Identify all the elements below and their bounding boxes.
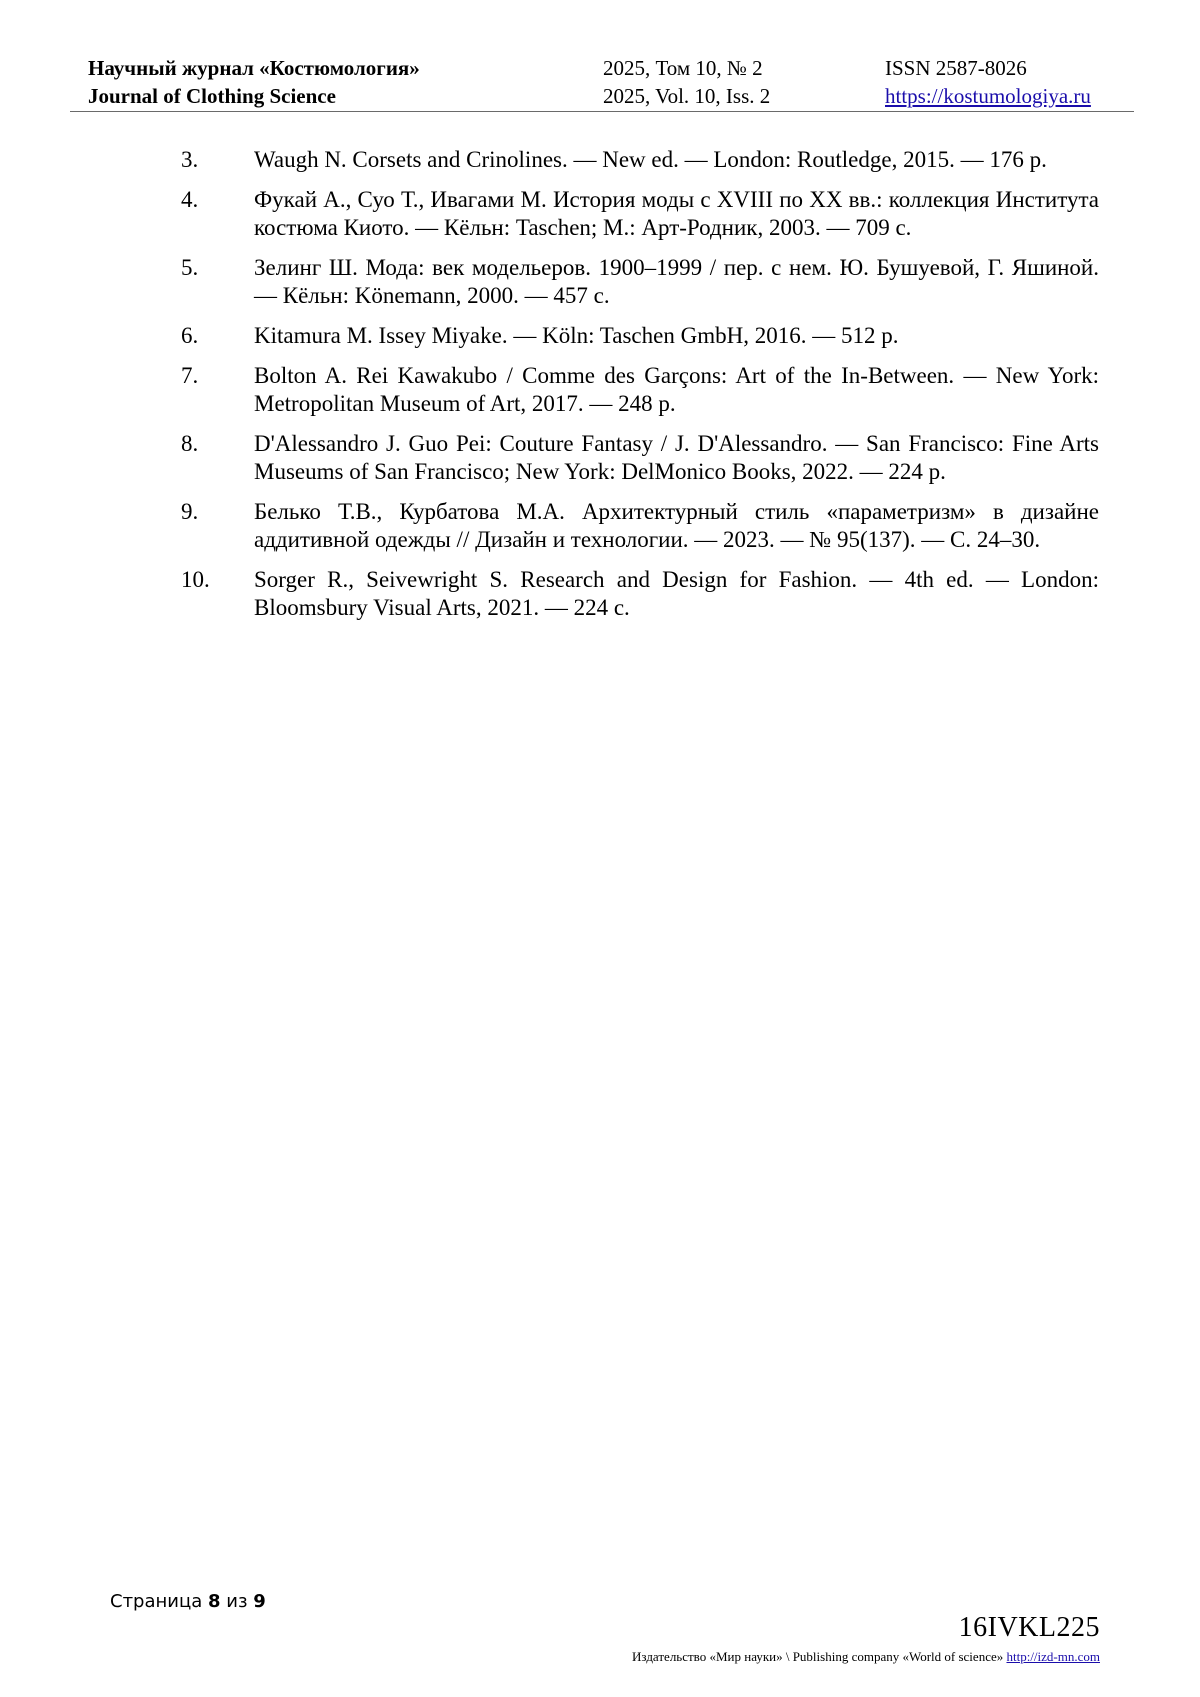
reference-text: Kitamura M. Issey Miyake. — Köln: Taschen GmbH, 2016. — 512 p. xyxy=(254,323,899,348)
reference-text: Фукай А., Суо Т., Ивагами М. История моды с XVIII по XX вв.: коллекция Института костюма Киото. — Кёльн: Taschen; М.: Арт-Родник, 2003. — 709 с. xyxy=(254,187,1099,240)
reference-text: D'Alessandro J. Guo Pei: Couture Fantasy / J. D'Alessandro. — San Francisco: Fine Arts Museums of San Francisco; New York: DelMonico Books, 2022. — 224 p. xyxy=(254,431,1099,484)
reference-number: 9. xyxy=(181,499,199,524)
issn-block xyxy=(885,54,1091,110)
reference-number: 7. xyxy=(181,363,199,388)
reference-text: Waugh N. Corsets and Crinolines. — New ed. — London: Routledge, 2015. — 176 p. xyxy=(254,147,1047,172)
document-code: 16IVKL225 xyxy=(958,1612,1100,1643)
reference-text: Sorger R., Seivewright S. Research and Design for Fashion. — 4th ed. — London: Bloomsbury Visual Arts, 2021. — 224 с. xyxy=(254,567,1099,620)
page-separator: из xyxy=(226,1591,248,1612)
reference-item xyxy=(181,430,1099,486)
reference-list xyxy=(181,146,1099,634)
page-counter xyxy=(110,1590,266,1614)
page-current: 8 xyxy=(208,1591,221,1612)
page-total: 9 xyxy=(253,1591,266,1612)
reference-number: 8. xyxy=(181,431,199,456)
reference-item xyxy=(181,146,1099,174)
reference-number: 10. xyxy=(181,567,210,592)
issn-number: ISSN 2587-8026 xyxy=(885,56,1027,80)
reference-item xyxy=(181,322,1099,350)
reference-number: 4. xyxy=(181,187,199,212)
reference-number: 5. xyxy=(181,255,199,280)
reference-number: 6. xyxy=(181,323,199,348)
reference-text: Bolton A. Rei Kawakubo / Comme des Garçons: Art of the In-Between. — New York: Metropolitan Museum of Art, 2017. — 248 p. xyxy=(254,363,1099,416)
reference-text: Белько Т.В., Курбатова М.А. Архитектурный стиль «параметризм» в дизайне аддитивной одежды // Дизайн и технологии. — 2023. — № 95(137). — С. 24–30. xyxy=(254,499,1099,552)
publisher-line xyxy=(632,1649,1100,1665)
reference-item xyxy=(181,498,1099,554)
issue-info-ru: 2025, Том 10, № 2 xyxy=(603,56,763,80)
journal-title-ru: Научный журнал «Костюмология» xyxy=(88,56,420,80)
publisher-text: Издательство «Мир науки» \ Publishing company «World of science» xyxy=(632,1649,1004,1664)
reference-text: Зелинг Ш. Мода: век модельеров. 1900–1999 / пер. с нем. Ю. Бушуевой, Г. Яшиной. — Кёльн: Könemann, 2000. — 457 с. xyxy=(254,255,1099,308)
header-divider xyxy=(70,111,1134,112)
reference-item xyxy=(181,566,1099,622)
reference-item xyxy=(181,362,1099,418)
issue-info-en: 2025, Vol. 10, Iss. 2 xyxy=(603,84,771,108)
reference-item xyxy=(181,254,1099,310)
page-label: Страница xyxy=(110,1591,203,1612)
reference-item xyxy=(181,186,1099,242)
publisher-link[interactable]: http://izd-mn.com xyxy=(1006,1649,1100,1664)
issue-info-block xyxy=(603,54,770,110)
reference-number: 3. xyxy=(181,147,199,172)
journal-website-link[interactable]: https://kostumologiya.ru xyxy=(885,84,1091,108)
journal-title-block xyxy=(88,54,420,110)
journal-title-en: Journal of Clothing Science xyxy=(88,84,336,108)
